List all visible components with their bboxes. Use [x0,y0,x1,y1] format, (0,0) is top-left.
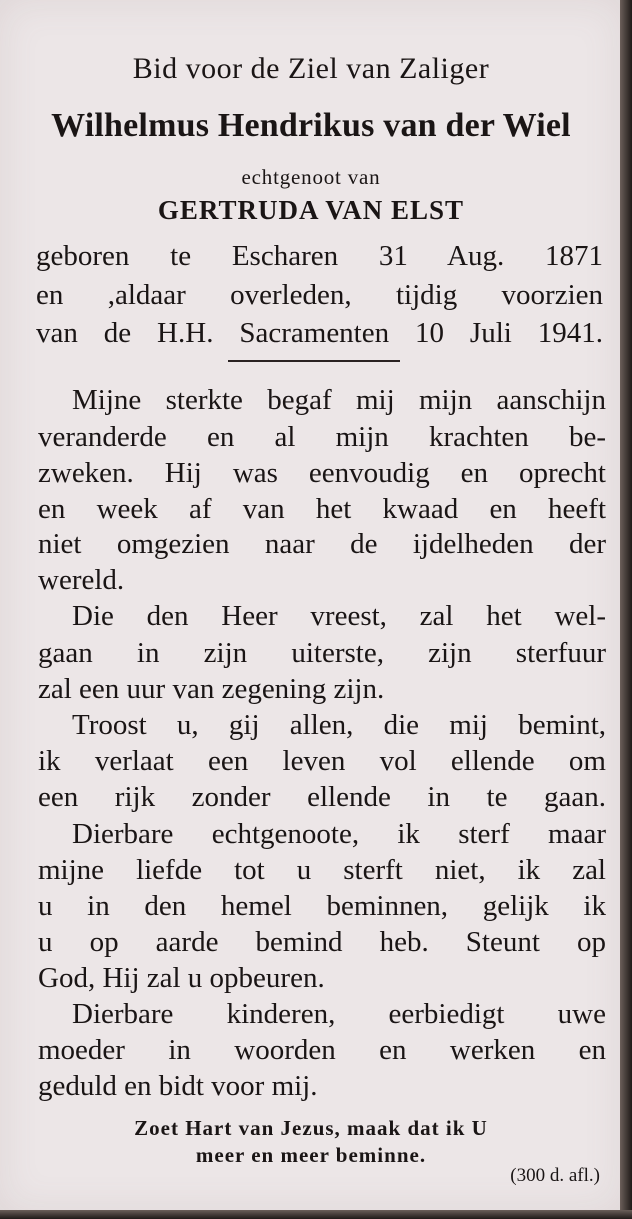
intro-line: Bid voor de Ziel van Zaliger [132,52,490,85]
text-line: mijne liefde tot u sterft niet, ik zal [38,854,606,886]
text-line: een rijk zonder ellende in te gaan. [38,781,606,813]
bio-line: van de H.H. Sacramenten 10 Juli 1941. [36,317,603,349]
spouse-name: GERTRUDA VAN ELST [157,195,465,225]
text-line: u op aarde bemind heb. Steunt op [38,926,606,958]
prayer-line: meer en meer beminne. [195,1143,427,1167]
deceased-name: Wilhelmus Hendrikus van der Wiel [51,107,571,144]
text-line: Dierbare echtgenoote, ik sterf maar [72,818,606,850]
text-line: veranderde en al mijn krachten be- [38,421,606,453]
text-line: zal een uur van zegening zijn. [38,673,385,705]
text-line: zweken. Hij was eenvoudig en oprecht [38,457,606,489]
text-line: Troost u, gij allen, die mij bemint, [72,709,606,741]
text-line: Mijne sterkte begaf mij mijn aanschijn [72,384,606,416]
text-line: gaan in zijn uiterste, zijn sterfuur [38,637,606,669]
bio-line: geboren te Escharen 31 Aug. 1871 [36,240,603,272]
text-line: wereld. [38,564,125,596]
text-line: moeder in woorden en werken en [38,1034,606,1066]
text-line: ik verlaat een leven vol ellende om [38,745,606,777]
indulgence-note: (300 d. afl.) [510,1165,600,1186]
divider [228,360,400,362]
prayer-line: Zoet Hart van Jezus, maak dat ik U [134,1116,488,1140]
text-line: u in den hemel beminnen, gelijk ik [38,890,606,922]
spouse-label: echtgenoot van [241,165,381,189]
card-edge-shadow [620,0,632,1219]
text-line: Die den Heer vreest, zal het wel- [72,600,606,632]
text-line: Dierbare kinderen, eerbiedigt uwe [72,998,606,1030]
text-line: en week af van het kwaad en heeft [38,493,606,525]
text-line: God, Hij zal u opbeuren. [38,962,325,994]
bio-line: en ,aldaar overleden, tijdig voorzien [36,279,603,311]
text-line: niet omgezien naar de ijdelheden der [38,528,606,560]
card-edge-shadow [0,1210,632,1219]
text-line: geduld en bidt voor mij. [38,1070,318,1102]
